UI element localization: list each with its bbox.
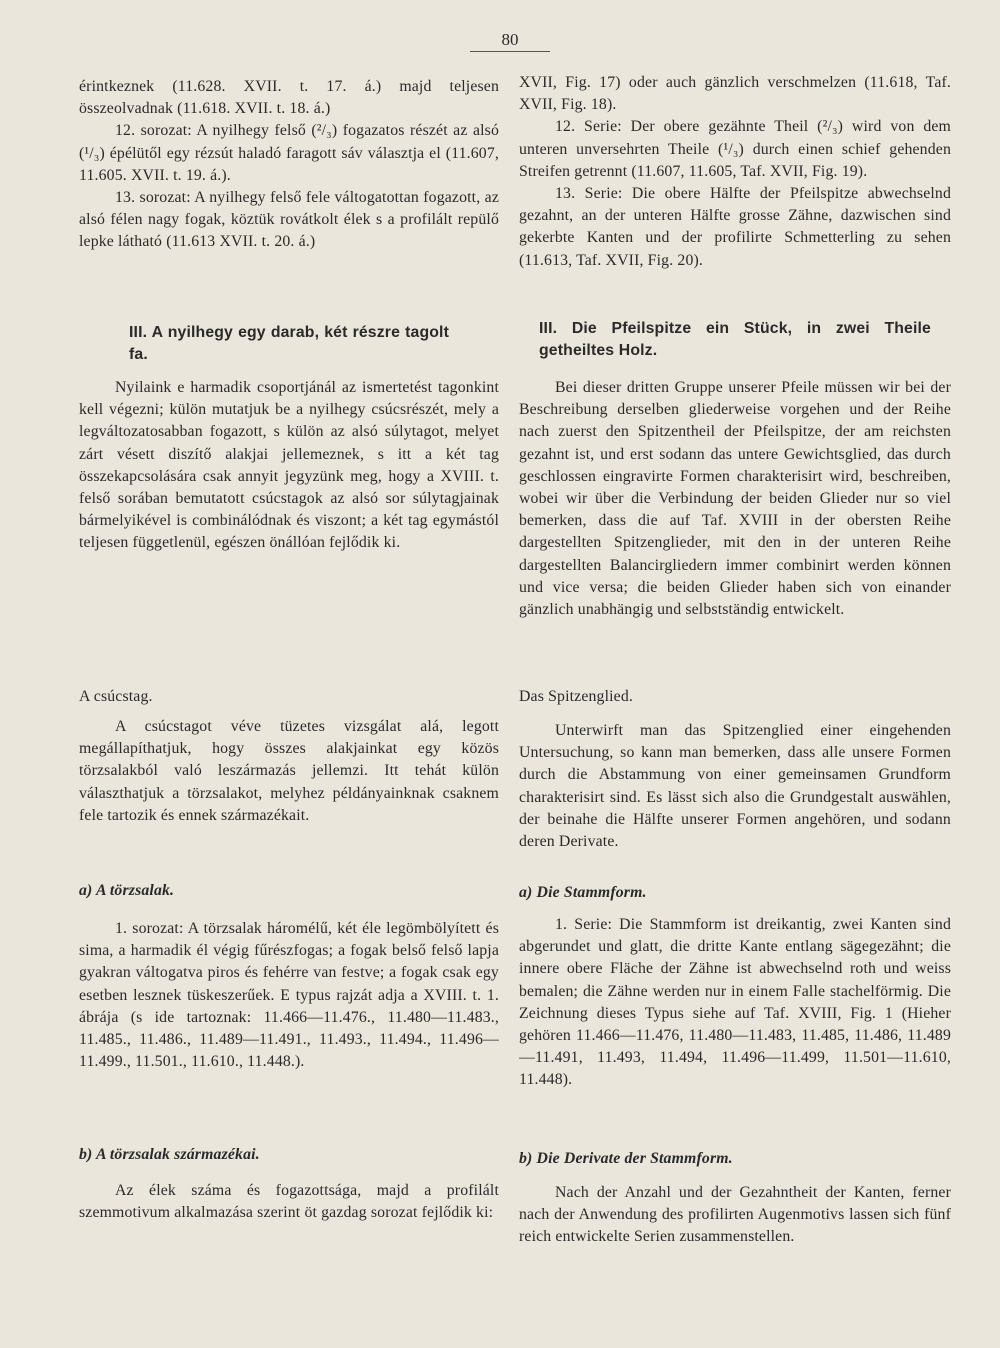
left-paragraph-6: 1. sorozat: A törzsalak háromélű, két éle legömbölyített és sima, a harmadik él végig fűrészfogas; a fogak belső felső lapja gyakran váltogatva piros és fehérre van festve; a fogak csak egy esetben lesznek tüskeszerűek. E typus rajzát adja a XVIII. t. 1. ábrája (s ide tartoznak: 11.466—11.476., 11.480—11.483., 11.485., 11.486., 11.489—11.491., 11.493., 11.494., 11.496—11.499., 11.501., 11.610., 11.448.). xyxy=(79,920,499,1071)
right-paragraph-1: XVII, Fig. 17) oder auch gänzlich verschmelzen (11.618, Taf. XVII, Fig. 18). xyxy=(519,74,951,114)
left-paragraph-7: Az élek száma és fogazottsága, majd a profilált szemmotivum alkalmazása szerint öt gazdag sorozat fejlődik ki: xyxy=(79,1182,499,1222)
right-paragraph-7: Nach der Anzahl und der Gezahntheit der Kanten, ferner nach der Anwendung des profilirten Augenmotivs lassen sich fünf reich entwickelte Serien zusammenstellen. xyxy=(519,1184,951,1246)
right-paragraph-6: 1. Serie: Die Stammform ist dreikantig, zwei Kanten sind abgerundet und glatt, die dritte Kante entlang sägegezähnt; die innere obere Fläche der Zähne ist abwechselnd roth und weiss bemalen; die Zähne werden nur in einem Falle stachelförmig. Die Zeichnung dieses Typus siehe auf Taf. XVIII, Fig. 1 (Hieher gehören 11.466—11.476, 11.480—11.483, 11.485, 11.486, 11.489—11.491, 11.493, 11.494, 11.496—11.499, 11.501—11.610, 11.448). xyxy=(519,916,951,1089)
left-paragraph-4: Nyilaink e harmadik csoportjánál az ismertetést tagonkint kell végezni; külön mutatjuk be a nyilhegy csúcsrészét, mely a legváltozatosabban fogazott, s külön az alsó súlytagot, melyet zárt vésett diszítő alakjai jellemeznek, s itt a két tag összekapcsolására csak annyit jegyzünk meg, hogy a XVIII. t. felső sorában bemutatott csúcstagok az alsó sor súlytagjainak bármelyikével is combinálódnak és viszont; a két tag egymástól teljesen függetlenül, egészen önállóan fejlődik ki. xyxy=(79,379,499,552)
right-paragraph-3: 13. Serie: Die obere Hälfte der Pfeilspitze abwechselnd gezahnt, an der unteren Hälfte grosse Zähne, dazwischen sind gekerbte Kanten und der profilirte Schmetterling zu sehen (11.613, Taf. XVII, Fig. 20). xyxy=(519,185,951,269)
right-paragraph-4: Bei dieser dritten Gruppe unserer Pfeile müssen wir bei der Beschreibung derselben gliederweise vorgehen und der Reihe nach zuerst den Spitzentheil der Pfeilspitze, der am reichsten gezahnt ist, und erst sodann das untere Gewichtsglied, das durch geschlossen eingravirte Formen charakterisirt wird, beschreiben, wobei wir über die Verbindung der beiden Glieder nur so viel bemerken, dass die auf Taf. XVIII in der obersten Reihe dargestellten Spitzenglieder, mit den in der unteren Reihe dargestellten Balancirgliedern immer combinirt werden können und vice versa; die beiden Glieder haben sich von einander gänzlich unabhängig und selbstständig entwickelt. xyxy=(519,379,951,619)
left-subhead-a: a) A törzsalak. xyxy=(79,882,175,899)
right-subhead-a: a) Die Stammform. xyxy=(519,884,647,901)
page-number: 80 xyxy=(470,30,550,52)
left-paragraph-5: A csúcstagot véve tüzetes vizsgálat alá, legott megállapíthatjuk, hogy összes alakjainkat egy közös törzsalakból való leszármazás jellemzi. Itt tehát külön választhatjuk a törzsalakot, melyhez példányainknak csaknem fele tartozik és ennek származékait. xyxy=(79,718,499,824)
left-paragraph-1: érintkeznek (11.628. XVII. t. 17. á.) majd teljesen összeolvadnak (11.618. XVII. t. 18. á.) xyxy=(79,78,499,118)
right-subhead-b: b) Die Derivate der Stammform. xyxy=(519,1150,733,1167)
left-subsection-title: A csúcstag. xyxy=(79,688,153,705)
right-paragraph-5: Unterwirft man das Spitzenglied einer eingehenden Untersuchung, so kann man bemerken, dass alle unsere Formen durch die Abstammung von einer gemeinsamen Grundform charakterisirt sind. Es lässt sich also die Grundgestalt auswählen, der beinahe die Hälfte unserer Formen angehören, und sodann deren Derivate. xyxy=(519,722,951,851)
right-subsection-title: Das Spitzenglied. xyxy=(519,688,633,705)
left-paragraph-2: 12. sorozat: A nyilhegy felső (²/₃) fogazatos részét az alsó (¹/₃) épélütől egy rézsút haladó faragott sáv választja el (11.607, 11.605. XVII. t. 19. á.). xyxy=(79,122,499,184)
left-subhead-b: b) A törzsalak származékai. xyxy=(79,1146,260,1163)
left-paragraph-3: 13. sorozat: A nyilhegy felső fele váltogatottan fogazott, az alsó félen nagy fogak, köztük rovátkolt élek s a profilált repülő lepke látható (11.613 XVII. t. 20. á.) xyxy=(79,189,499,251)
right-paragraph-2: 12. Serie: Der obere gezähnte Theil (²/₃) wird von dem unteren unversehrten Theile (¹/₃) durch einen schief gehenden Streifen getrennt (11.607, 11.605, Taf. XVII, Fig. 19). xyxy=(519,118,951,180)
right-section-heading-iii: III. Die Pfeilspitze ein Stück, in zwei Theile getheiltes Holz. xyxy=(539,320,931,360)
left-section-heading-iii: III. A nyilhegy egy darab, két részre tagolt fa. xyxy=(129,324,449,364)
